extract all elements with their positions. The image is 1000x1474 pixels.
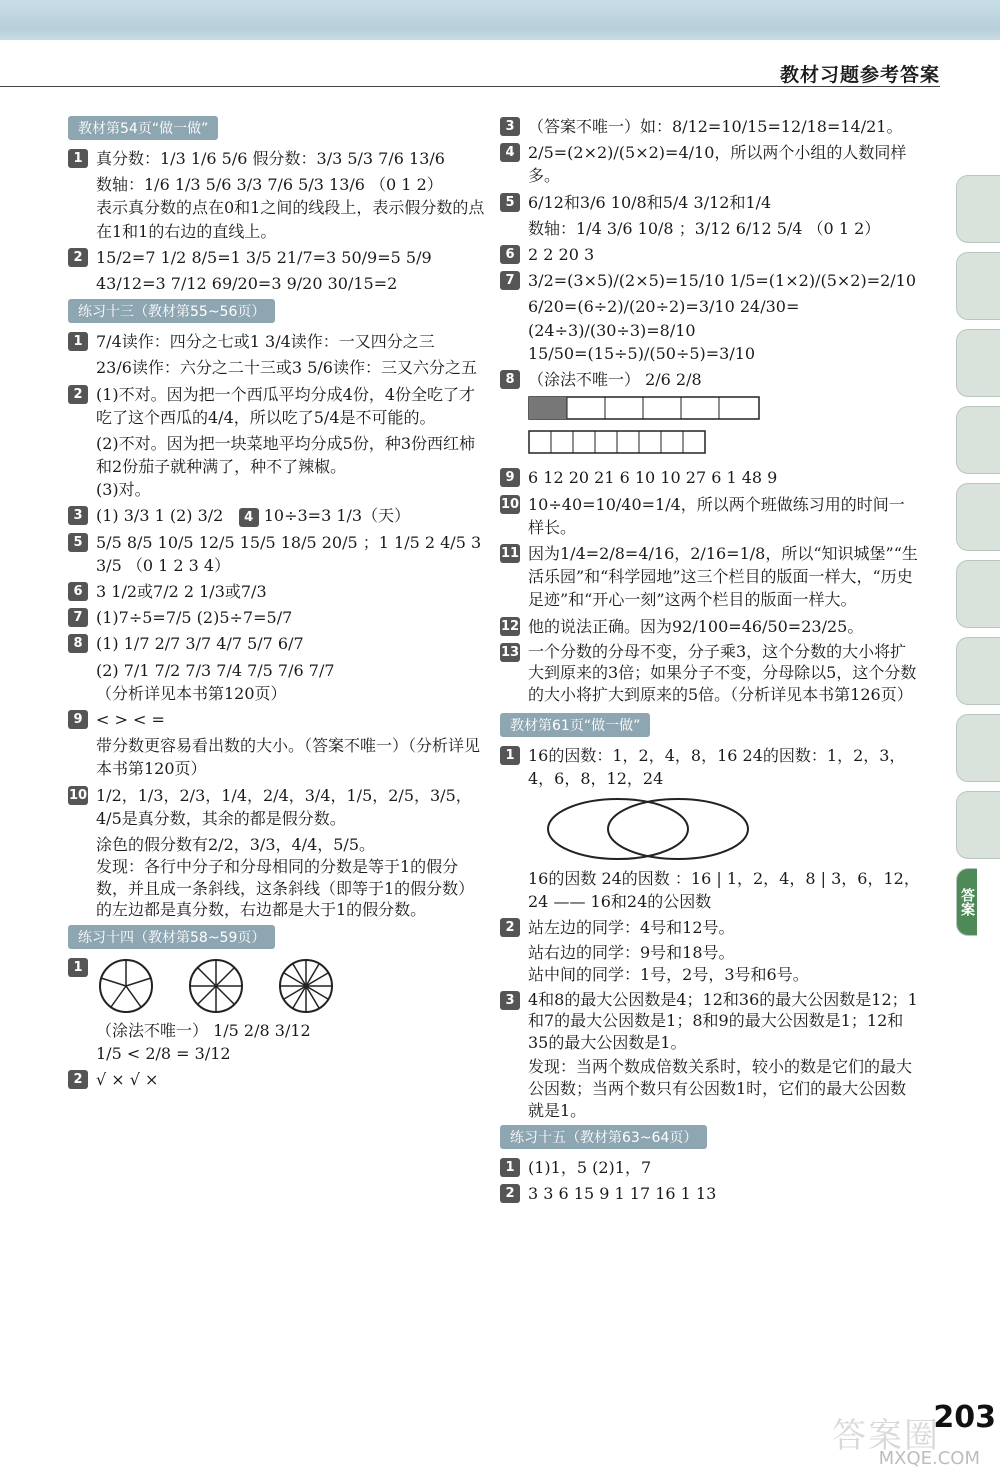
page-header-title: 教材习题参考答案 [779,64,940,86]
answer-item [68,606,488,629]
answer-text: 10÷40=10/40=1/4，所以两个班做练习用的时间一样长。 [528,494,905,537]
answer-text: 15/2=7 1/2 8/5=1 3/5 21/7=3 50/9=5 5/9 [96,247,432,267]
side-tabs [956,175,1000,945]
item-number: 9 [500,468,520,487]
side-tab [956,714,1000,782]
answer-text: 23/6读作：六分之二十三或3 5/6读作：三又六分之五 [96,358,477,378]
answer-text: 站右边的同学：9号和18号。 [528,943,735,963]
answer-text: 3 1/2或7/2 2 1/3或7/3 [96,582,267,601]
item-number: 1 [500,1158,520,1177]
answer-text: 4和8的最大公因数是4；12和36的最大公因数是12；1和7的最大公因数是1；8和9的最大公因数是1；12和35的最大公因数是1。 [528,989,918,1052]
answer-text: 2 2 20 3 [528,244,595,264]
item-number: 8 [500,370,520,389]
item-number: 11 [500,546,520,561]
item-number: 10 [68,787,88,803]
answer-item [68,632,488,655]
side-tab [956,791,1000,859]
answer-item [500,641,920,706]
answer-item [500,744,920,864]
answer-item [68,531,488,577]
answer-text: 涂色的假分数有2/2，3/3，4/4，5/5。 [96,834,376,854]
section-heading: 练习十四（教材第58~59页） [68,925,275,949]
side-tab [956,483,1000,551]
answer-item [500,243,920,266]
answer-item [68,784,488,830]
answer-text: 站左边的同学：4号和12号。 [528,918,735,938]
answer-item [68,504,488,527]
right-column [500,112,920,1209]
answer-item [500,615,920,638]
item-number: 2 [68,385,88,404]
item-number: 13 [500,644,520,660]
answer-text: (2)不对。因为把一块菜地平均分成5份，种3份西红柿和2份茄子就种满了，种不了辣椒。 [96,433,476,477]
answer-text: < > < = [96,709,165,729]
item-number: 9 [68,710,88,729]
answer-text: （答案不唯一）如：8/12=10/15=12/18=14/21。 [528,117,903,136]
answer-text: (1) 3/3 1 (2) 3/2 [96,506,224,526]
answer-text: (2) 7/1 7/2 7/3 7/4 7/5 7/6 7/7 [96,660,335,680]
answer-text: 16的因数：1，2，4，8，16 24的因数：1，2，3，4，6，8，12，24 [528,745,906,788]
answer-text: 3 3 6 15 9 1 17 16 1 13 [528,1184,717,1204]
number-line-desc: 数轴：1/6 1/3 5/6 3/3 7/6 5/3 13/6 （0 1 2） [96,175,443,195]
item-number: 1 [500,746,520,765]
item-number: 5 [68,533,88,552]
item-number: 12 [500,618,520,634]
item-number: 4 [239,508,259,527]
section-heading: 教材第61页“做一做” [500,713,650,737]
answer-item [500,141,920,187]
answer-text: 15/50=(15÷5)/(50÷5)=3/10 [528,343,756,363]
grid-eighths [528,429,778,457]
answer-item [500,916,920,939]
answer-item [68,330,488,353]
item-number: 8 [68,634,88,653]
item-number: 3 [68,506,88,525]
item-number: 10 [500,496,520,512]
number-line-desc: 数轴：1/4 3/6 10/8 ；3/12 6/12 5/4 （0 1 2） [528,218,881,238]
answer-text: （涂法不唯一） 2/6 2/8 [528,369,702,389]
item-number: 1 [68,332,88,351]
left-column [68,112,488,1094]
circle-diagrams [96,956,356,1016]
side-tab [956,637,1000,705]
answer-item [500,368,920,464]
header-rule [0,86,940,87]
item-number: 4 [500,143,520,162]
answer-text: 1/5 < 2/8 = 3/12 [96,1044,231,1064]
answer-text: 真分数：1/3 1/6 5/6 假分数：3/3 5/3 7/6 13/6 [96,149,445,168]
answer-item [68,1068,488,1091]
item-number: 7 [500,271,520,290]
answer-text: （涂法不唯一） 1/5 2/8 3/12 [96,1020,311,1040]
answer-text: （分析详见本书第120页） [96,683,287,703]
item-number: 6 [68,582,88,601]
answer-item [68,956,488,1016]
venn-diagram [528,794,768,864]
answer-item [500,1156,920,1179]
answer-text: (1)7÷5=7/5 (2)5÷7=5/7 [96,608,293,628]
answer-text: 一个分数的分母不变，分子乘3，这个分数的大小将扩大到原来的3倍；如果分子不变，分母除以5，这个分数的大小将扩大到原来的5倍。（分析详见本书第126页） [528,641,917,704]
number-line-desc: 5/5 8/5 10/5 12/5 15/5 18/5 20/5 ；1 1/5 2 4/5 3 3/5 （0 1 2 3 4） [96,532,482,575]
venn-circle-24 [608,799,748,859]
answer-text: 6/20=(6÷2)/(20÷2)=3/10 24/30=(24÷3)/(30÷3)=8/10 [528,297,800,340]
answer-text: 2/5=(2×2)/(5×2)=4/10，所以两个小组的人数同样多。 [528,143,907,186]
answer-item [500,191,920,214]
side-tab [956,406,1000,474]
side-tab [956,560,1000,628]
item-number: 2 [68,1070,88,1089]
answer-text: (1)不对。因为把一个西瓜平均分成4份，4份全吃了才吃了这个西瓜的4/4，所以吃了5/4是不可能的。 [96,384,476,427]
answer-item [68,147,488,170]
side-tab-answer: 答案 [956,868,977,936]
answer-item [500,115,920,138]
side-tab [956,175,1000,243]
answer-text: 7/4读作：四分之七或1 3/4读作：一又四分之三 [96,332,435,352]
answer-item [500,989,920,1054]
answer-text: (1)1，5 (2)1，7 [528,1158,652,1178]
answer-item [68,580,488,603]
item-number: 2 [500,918,520,937]
answer-text: 发现：当两个数成倍数关系时，较小的数是它们的最大公因数；当两个数只有公因数1时，它们的最大公因数就是1。 [528,1057,913,1120]
answer-text: (3)对。 [96,480,151,500]
answer-item [500,542,920,612]
answer-text: 带分数更容易看出数的大小。（答案不唯一）（分析详见本书第120页） [96,736,481,779]
page-number: 203 [933,1400,996,1435]
answer-text: 10÷3=3 1/3（天） [263,506,411,526]
answer-text: (1) 1/7 2/7 3/7 4/7 5/7 6/7 [96,634,304,654]
item-number: 7 [68,608,88,627]
item-number: 3 [500,117,520,136]
answer-item [68,708,488,731]
venn-circle-16 [548,799,688,859]
answer-text: 6/12和3/6 10/8和5/4 3/12和1/4 [528,192,772,212]
answer-item [500,493,920,539]
section-heading: 练习十三（教材第55~56页） [68,299,275,323]
answer-text: 发现：各行中分子和分母相同的分数是等于1的假分数，并且成一条斜线，这条斜线（即等于1的假分数）的左边都是真分数，右边都是大于1的假分数。 [96,857,475,920]
answer-text: 他的说法正确。因为92/100=46/50=23/25。 [528,616,864,636]
answer-item [68,246,488,269]
answer-item [68,383,488,429]
venn-desc: 16的因数 24的因数 ：16 | 1，2，4，8 | 3，6，12，24 —— 16和24的公因数 [528,868,920,912]
item-number: 5 [500,193,520,212]
answer-text: 6 12 20 21 6 10 10 27 6 1 48 9 [528,468,778,488]
item-number: 1 [68,958,88,977]
answer-text: 表示真分数的点在0和1之间的线段上，表示假分数的点在1和1的右边的直线上。 [96,198,485,241]
watermark: 答案圈 [832,1416,940,1456]
shading-grids [528,395,920,463]
section-heading: 练习十五（教材第63~64页） [500,1125,707,1149]
grid-sixths [528,395,778,423]
answer-item [500,466,920,489]
answer-item [500,1182,920,1205]
answer-text: 3/2=(3×5)/(2×5)=15/10 1/5=(1×2)/(5×2)=2/10 [528,271,917,291]
item-number: 2 [68,248,88,267]
answer-text: 站中间的同学：1号，2号，3号和6号。 [528,965,809,985]
side-tab [956,329,1000,397]
top-decorative-band [0,0,1000,48]
item-number: 6 [500,245,520,264]
answer-text: 因为1/4=2/8=4/16，2/16=1/8，所以“知识城堡”“生活乐园”和“科学园地”这三个栏目的版面一样大，“历史足迹”和“开心一刻”这两个栏目的版面一样大。 [528,544,918,610]
watermark-url: MXQE.COM [878,1448,980,1469]
answer-text: 43/12=3 7/12 69/20=3 9/20 30/15=2 [96,273,398,293]
item-number: 1 [68,149,88,168]
answer-text: √ × √ × [96,1070,159,1090]
answer-text: 1/2，1/3，2/3，1/4，2/4，3/4，1/5，2/5，3/5，4/5是真分数，其余的都是假分数。 [96,785,472,828]
answer-item [500,269,920,292]
item-number: 3 [500,991,520,1010]
item-number: 2 [500,1184,520,1203]
side-tab [956,252,1000,320]
section-heading: 教材第54页“做一做” [68,116,218,140]
